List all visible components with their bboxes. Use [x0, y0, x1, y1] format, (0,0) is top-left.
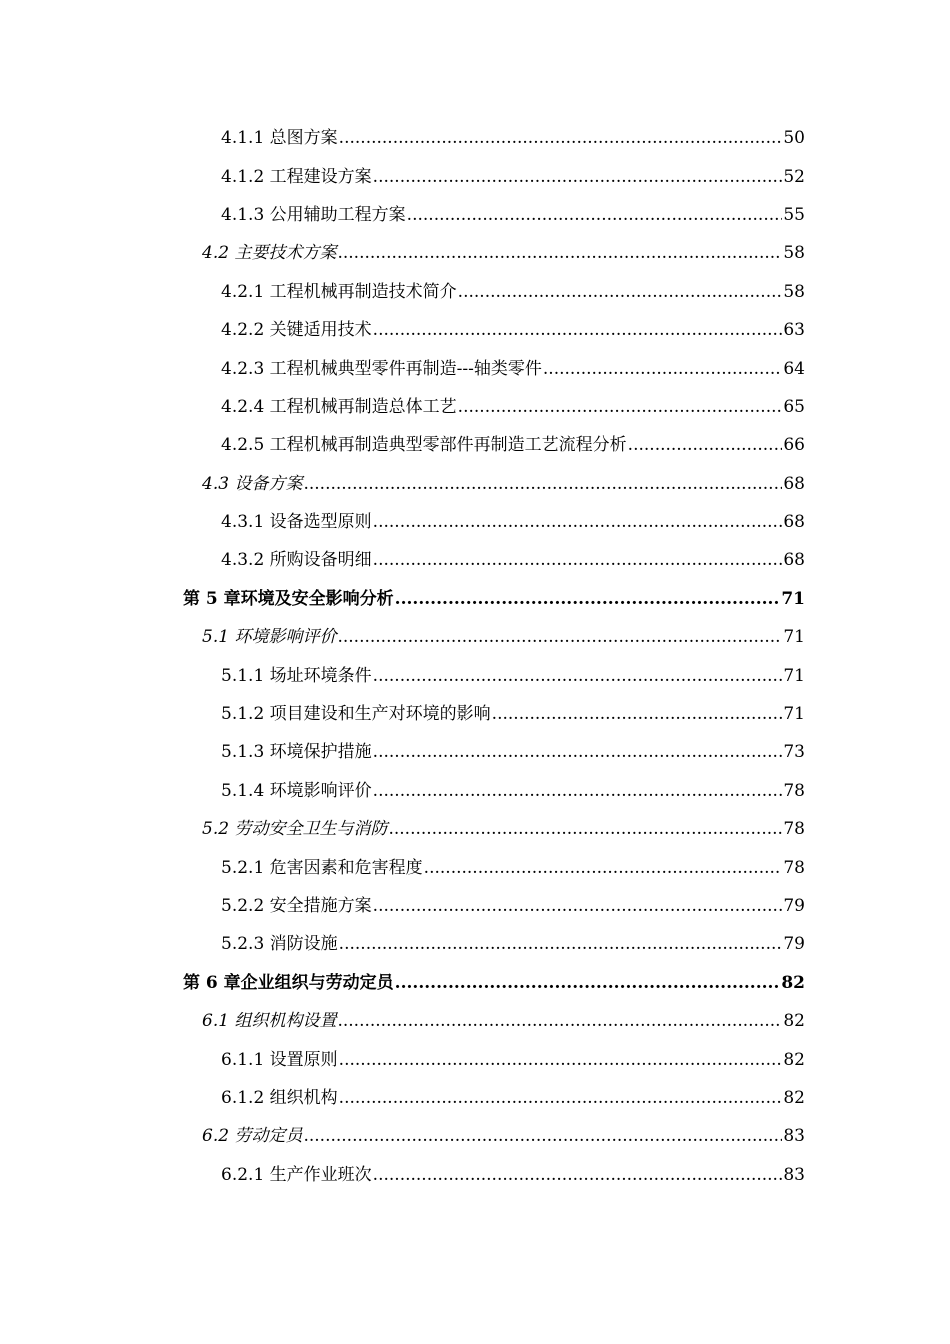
toc-dot-leader — [373, 1164, 783, 1186]
toc-dot-leader — [339, 1049, 783, 1071]
toc-entry-level-3[interactable] — [0, 349, 950, 387]
toc-entry-inner — [221, 319, 950, 341]
toc-entry-inner — [221, 933, 950, 955]
toc-dot-leader — [339, 933, 783, 955]
toc-dot-leader — [339, 1087, 783, 1109]
toc-entry-title: 6.1.2 组织机构 — [221, 1087, 338, 1108]
toc-entry-level-3[interactable] — [0, 541, 950, 579]
toc-entry-page-number: 71 — [783, 704, 805, 725]
toc-entry-page-number: 83 — [783, 1164, 805, 1185]
toc-entry-page-number: 82 — [783, 1049, 805, 1070]
toc-entry-page-number: 78 — [783, 780, 805, 801]
toc-entry-title: 4.2.1 工程机械再制造技术简介 — [221, 281, 457, 302]
toc-entry-level-2[interactable] — [0, 810, 950, 848]
toc-dot-leader — [395, 588, 781, 610]
toc-entry-title: 5.1 环境影响评价 — [202, 627, 337, 648]
toc-entry-page-number: 78 — [783, 819, 805, 840]
toc-entry-page-number: 63 — [783, 320, 805, 341]
toc-entry-title: 4.2.5 工程机械再制造典型零部件再制造工艺流程分析 — [221, 435, 627, 456]
toc-entry-inner — [221, 665, 950, 687]
toc-entry-page-number: 82 — [783, 1087, 805, 1108]
toc-entry-page-number: 52 — [783, 166, 805, 187]
toc-entry-title: 6.1.1 设置原则 — [221, 1049, 338, 1070]
toc-entry-page-number: 79 — [783, 896, 805, 916]
toc-dot-leader — [543, 358, 782, 380]
toc-entry-level-3[interactable] — [0, 848, 950, 886]
toc-dot-leader — [458, 396, 783, 418]
toc-entry-page-number: 68 — [783, 473, 805, 494]
toc-entry-level-2[interactable] — [0, 465, 950, 503]
toc-dot-leader — [373, 549, 783, 571]
toc-entry-level-2[interactable] — [0, 1002, 950, 1040]
toc-entry-page-number: 66 — [783, 435, 805, 456]
toc-dot-leader — [303, 1125, 782, 1147]
toc-dot-leader — [373, 741, 783, 763]
toc-entry-level-3[interactable] — [0, 388, 950, 426]
toc-dot-leader — [424, 857, 783, 879]
toc-dot-leader — [339, 127, 783, 149]
toc-dot-leader — [337, 626, 782, 648]
toc-entry-title: 第 5 章环境及安全影响分析 — [183, 588, 394, 609]
toc-dot-leader — [373, 895, 783, 917]
toc-entry-page-number: 82 — [781, 972, 805, 993]
toc-entry-title: 4.3.1 设备选型原则 — [221, 512, 372, 533]
toc-entry-page-number: 55 — [783, 204, 805, 225]
toc-entry-title: 5.1.1 场址环境条件 — [221, 665, 372, 686]
toc-entry-inner — [202, 242, 950, 264]
toc-entry-page-number: 68 — [783, 550, 805, 571]
toc-entry-inner — [221, 780, 950, 802]
toc-entry-level-2[interactable] — [0, 618, 950, 656]
toc-entry-level-1[interactable] — [0, 964, 950, 1002]
toc-entry-title: 5.2.3 消防设施 — [221, 934, 338, 955]
toc-dot-leader — [337, 242, 782, 264]
toc-entry-level-3[interactable] — [0, 157, 950, 195]
toc-entry-title: 5.1.3 环境保护措施 — [221, 742, 372, 763]
toc-entry-page-number: 71 — [783, 665, 805, 686]
toc-entry-level-3[interactable] — [0, 426, 950, 464]
toc-entry-page-number: 79 — [783, 934, 805, 955]
toc-entry-level-1[interactable] — [0, 580, 950, 618]
toc-entry-level-3[interactable] — [0, 772, 950, 810]
toc-entry-inner — [221, 127, 950, 149]
toc-dot-leader — [388, 818, 782, 840]
toc-entry-page-number: 64 — [783, 358, 805, 379]
toc-entry-inner — [221, 741, 950, 763]
toc-entry-title: 6.2 劳动定员 — [202, 1126, 303, 1147]
toc-entry-inner — [221, 703, 950, 725]
toc-entry-inner — [202, 1010, 950, 1032]
toc-entry-inner — [221, 358, 950, 380]
toc-entry-title: 6.2.1 生产作业班次 — [221, 1164, 372, 1185]
toc-dot-leader — [337, 1010, 782, 1032]
toc-entry-inner — [221, 434, 950, 456]
toc-entry-inner — [221, 1049, 950, 1071]
toc-entry-inner — [221, 396, 950, 418]
toc-entry-level-3[interactable] — [0, 887, 950, 925]
toc-entry-title: 4.2.2 关键适用技术 — [221, 320, 372, 341]
toc-dot-leader — [373, 319, 783, 341]
toc-entry-title: 4.1.3 公用辅助工程方案 — [221, 204, 406, 225]
toc-entry-title: 4.2 主要技术方案 — [202, 243, 337, 264]
toc-entry-inner — [221, 857, 950, 879]
toc-entry-inner — [221, 1164, 950, 1186]
toc-dot-leader — [373, 511, 783, 533]
toc-entry-title: 4.1.2 工程建设方案 — [221, 166, 372, 187]
toc-entry-title: 4.3 设备方案 — [202, 473, 303, 494]
toc-dot-leader — [492, 703, 783, 725]
toc-entry-inner — [221, 1087, 950, 1109]
toc-entry-level-3[interactable] — [0, 1156, 950, 1194]
toc-entry-title: 5.1.4 环境影响评价 — [221, 780, 372, 801]
toc-entry-inner — [202, 818, 950, 840]
toc-entry-title: 4.1.1 总图方案 — [221, 128, 338, 149]
toc-entry-inner — [221, 166, 950, 188]
toc-entry-inner — [202, 1125, 950, 1147]
toc-dot-leader — [373, 166, 783, 188]
toc-entry-level-3[interactable] — [0, 196, 950, 234]
toc-entry-page-number: 68 — [783, 512, 805, 533]
toc-entry-level-3[interactable] — [0, 119, 950, 157]
toc-entry-page-number: 83 — [783, 1126, 805, 1147]
toc-entry-title: 第 6 章企业组织与劳动定员 — [183, 972, 394, 993]
toc-entry-inner — [221, 895, 950, 917]
toc-entry-level-3[interactable] — [0, 695, 950, 733]
toc-entry-inner — [221, 511, 950, 533]
toc-entry-inner — [202, 473, 950, 495]
toc-dot-leader — [373, 780, 783, 802]
toc-dot-leader — [628, 434, 783, 456]
toc-entry-title: 5.2.1 危害因素和危害程度 — [221, 857, 423, 878]
toc-entry-page-number: 65 — [783, 396, 805, 417]
toc-entry-page-number: 58 — [783, 281, 805, 302]
toc-entry-page-number: 78 — [783, 857, 805, 878]
toc-entry-page-number: 82 — [783, 1011, 805, 1032]
toc-dot-leader — [303, 473, 782, 495]
toc-entry-title: 4.2.4 工程机械再制造总体工艺 — [221, 396, 457, 417]
toc-dot-leader — [458, 281, 783, 303]
toc-entry-level-3[interactable] — [0, 733, 950, 771]
toc-entry-title: 4.3.2 所购设备明细 — [221, 550, 372, 571]
toc-entry-page-number: 71 — [781, 588, 805, 609]
toc-entry-inner — [221, 281, 950, 303]
toc-entry-level-3[interactable] — [0, 273, 950, 311]
table-of-contents — [0, 119, 950, 1194]
toc-entry-inner — [183, 588, 950, 610]
toc-entry-page-number: 50 — [783, 128, 805, 149]
toc-dot-leader — [373, 665, 783, 687]
toc-dot-leader — [407, 204, 783, 226]
toc-entry-page-number: 71 — [783, 627, 805, 648]
toc-entry-title: 6.1 组织机构设置 — [202, 1011, 337, 1032]
toc-entry-level-2[interactable] — [0, 234, 950, 272]
toc-entry-inner — [202, 626, 950, 648]
toc-entry-level-3[interactable] — [0, 1079, 950, 1117]
toc-entry-inner — [221, 204, 950, 226]
toc-entry-level-3[interactable] — [0, 925, 950, 963]
toc-entry-title: 4.2.3 工程机械典型零件再制造---轴类零件 — [221, 358, 542, 379]
toc-entry-level-3[interactable] — [0, 311, 950, 349]
toc-entry-level-3[interactable] — [0, 1040, 950, 1078]
toc-entry-page-number: 58 — [783, 243, 805, 264]
toc-entry-title: 5.1.2 项目建设和生产对环境的影响 — [221, 704, 491, 725]
toc-entry-level-3[interactable] — [0, 503, 950, 541]
toc-entry-inner — [183, 972, 950, 994]
toc-entry-inner — [221, 549, 950, 571]
toc-entry-title: 5.2 劳动安全卫生与消防 — [202, 819, 388, 840]
toc-entry-page-number: 73 — [783, 742, 805, 763]
toc-entry-level-3[interactable] — [0, 656, 950, 694]
toc-entry-level-2[interactable] — [0, 1117, 950, 1155]
toc-entry-title: 5.2.2 安全措施方案 — [221, 896, 372, 916]
toc-dot-leader — [395, 972, 781, 994]
